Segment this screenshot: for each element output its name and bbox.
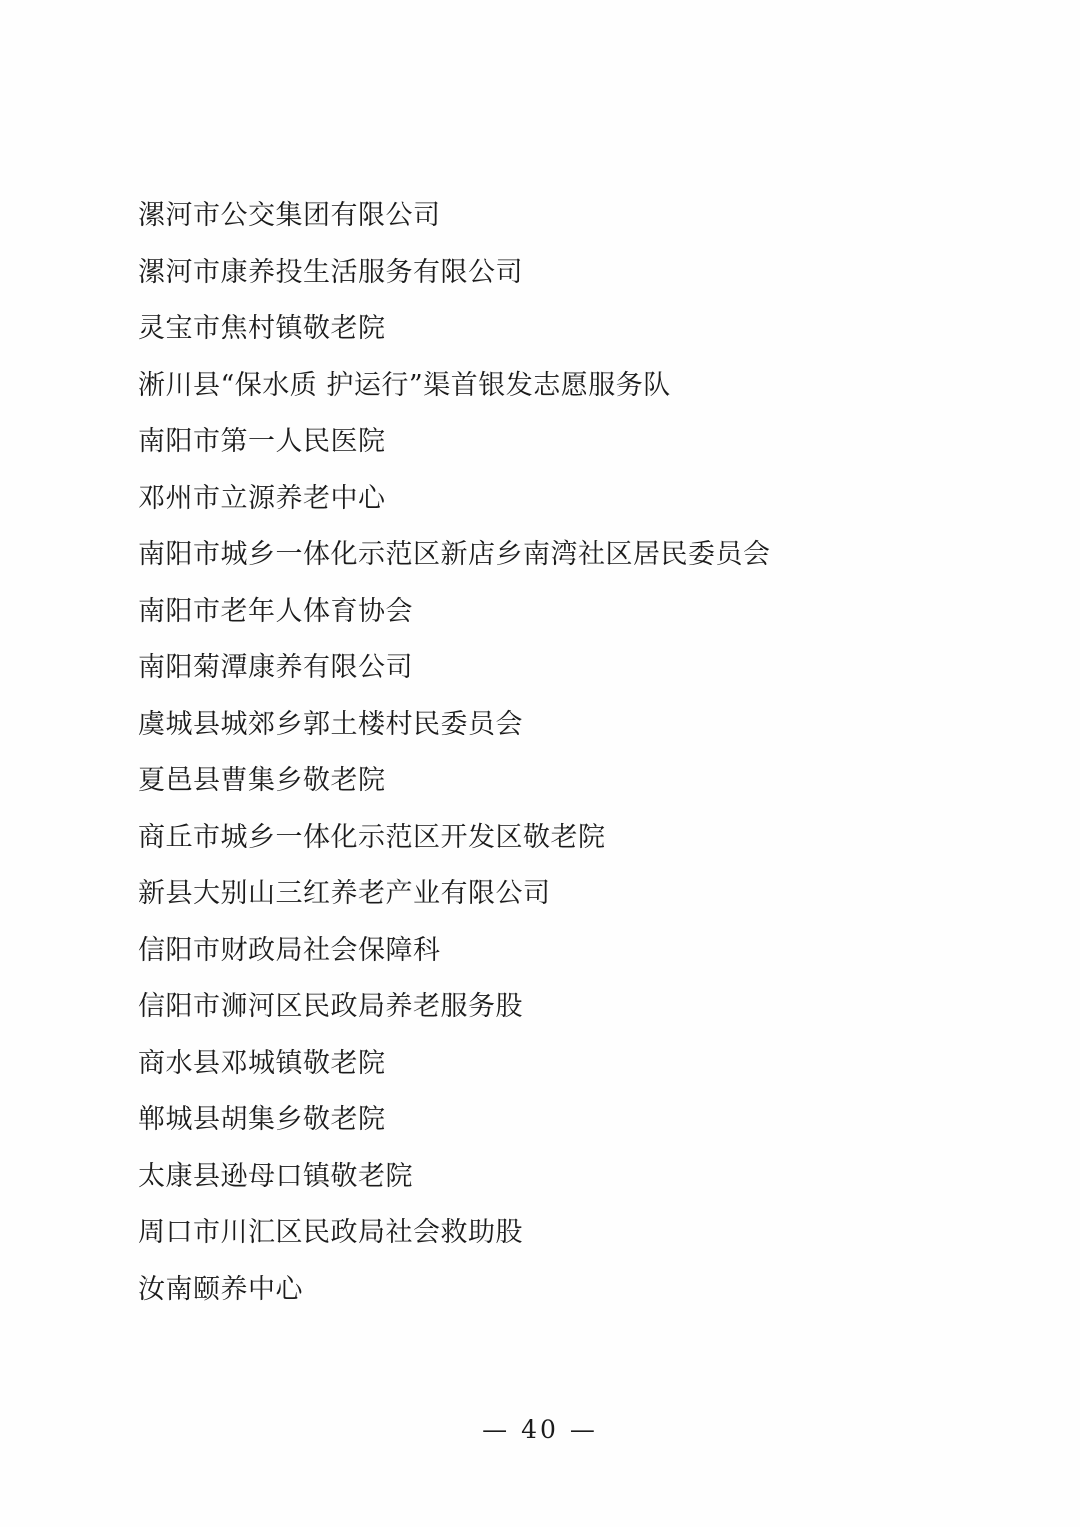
document-body bbox=[138, 188, 958, 1318]
list-item: 夏邑县曹集乡敬老院 bbox=[138, 765, 386, 796]
list-item: 新县大别山三红养老产业有限公司 bbox=[138, 878, 551, 909]
list-item: 南阳市老年人体育协会 bbox=[138, 595, 413, 627]
list-item: 漯河市公交集团有限公司 bbox=[138, 200, 441, 231]
list-item: 信阳市财政局社会保障科 bbox=[138, 934, 441, 966]
list-item: 信阳市浉河区民政局养老服务股 bbox=[138, 991, 523, 1022]
list-item: 商丘市城乡一体化示范区开发区敬老院 bbox=[138, 821, 606, 853]
list-item: 南阳市城乡一体化示范区新店乡南湾社区居民委员会 bbox=[138, 539, 771, 570]
list-item: 淅川县“保水质 护运行”渠首银发志愿服务队 bbox=[138, 369, 671, 401]
list-item: 漯河市康养投生活服务有限公司 bbox=[138, 256, 523, 288]
list-item: 周口市川汇区民政局社会救助股 bbox=[138, 1217, 523, 1248]
list-item: 虞城县城郊乡郭土楼村民委员会 bbox=[138, 708, 523, 740]
list-item: 灵宝市焦村镇敬老院 bbox=[138, 313, 386, 344]
list-item: 南阳市第一人民医院 bbox=[138, 426, 386, 457]
list-item: 汝南颐养中心 bbox=[138, 1273, 303, 1305]
page-footer bbox=[0, 1415, 1080, 1444]
list-item: 太康县逊母口镇敬老院 bbox=[138, 1160, 413, 1192]
list-item: 郸城县胡集乡敬老院 bbox=[138, 1104, 386, 1135]
list-item: 商水县邓城镇敬老院 bbox=[138, 1047, 386, 1079]
list-item: 南阳菊潭康养有限公司 bbox=[138, 652, 413, 683]
page-number: — 40 — bbox=[482, 1415, 598, 1444]
list-item: 邓州市立源养老中心 bbox=[138, 482, 386, 514]
